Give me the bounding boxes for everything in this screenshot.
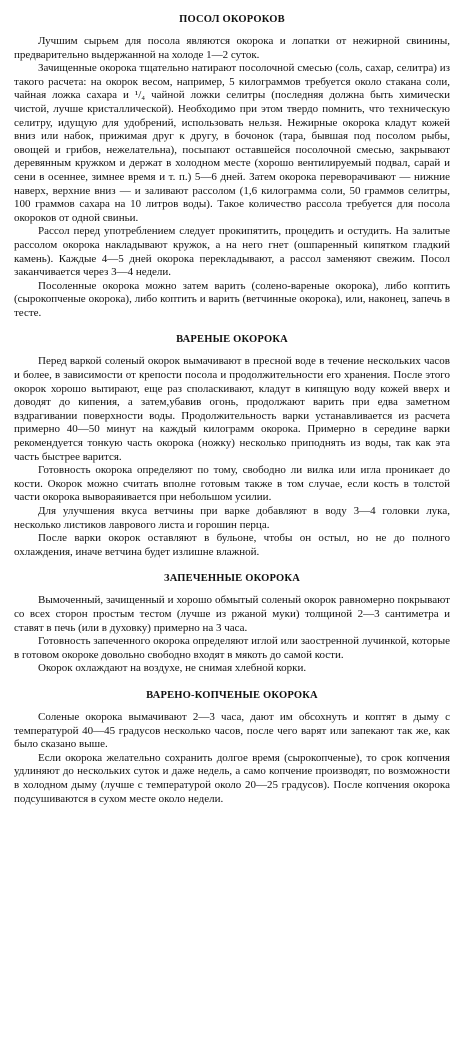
section-title: ВАРЕНЫЕ ОКОРОКА — [176, 334, 288, 346]
paragraph: Соленые окорока вымачивают 2—3 часа, дают им обсохнуть и коптят в дыму с температурой 40—45 градусов несколько часов, после чего варят или запекают так же, как было сказано выше. — [14, 710, 450, 751]
paragraph: После варки окорок оставляют в бульоне, чтобы он остыл, но не до полного охлаждения, иначе ветчина будет излишне влажной. — [14, 532, 450, 558]
paragraph: Для улучшения вкуса ветчины при варке добавляют в воду 3—4 головки лука, несколько листиков лаврового листа и горошин перца. — [14, 505, 450, 531]
section-title: ВАРЕНО-КОПЧЕНЫЕ ОКОРОКА — [146, 689, 318, 701]
section-title: ЗАПЕЧЕННЫЕ ОКОРОКА — [163, 573, 301, 585]
section-baked-hams — [14, 573, 450, 676]
paragraph: Посоленные окорока можно затем варить (солено-вареные окорока), либо коптить (сырокопченые окорока), либо коптить и варить (ветчинные окорока), или, наконец, запечь в тесте. — [14, 279, 450, 319]
paragraph: Если окорока желательно сохранить долгое время (сырокопченые), то срок копчения удлиняют до нескольких суток и даже недель, а само копчение производят, по возможности в холодном дыму (лучше с температурой около 20—25 градусов). После копчения окорока подсушиваются в сухом месте около недели. — [14, 751, 450, 805]
section-boiled-hams — [14, 334, 450, 559]
paragraph: Перед варкой соленый окорок вымачивают в пресной воде в течение нескольких часов и более, в зависимости от крепости посола и продолжительности его хранения. После этого окорок хорошо вытирают, еще раз споласкивают, кладут в кипящую воду кожей вверх и доводят до кипения, а затем,убавив огонь, продолжают варить при едва заметном вздрагивании поверхности воды. Продолжительность варки устанавливается из расчета примерно 40—50 минут на каждый килограмм окорока. Примерно в середине варки рекомендуется тонкую часть окорока (ножку) несколько приподнять из воды, так как эта часть быстрее варится. — [14, 355, 450, 463]
section-boiled-smoked-hams — [14, 690, 450, 806]
paragraph: Готовность окорока определяют по тому, свободно ли вилка или игла проникает до кости. Окорок можно считать вполне готовым также в том случае, если кость в толстой части окорока вывораяивается при небольшом усилии. — [14, 464, 450, 504]
paragraph: Вымоченный, зачищенный и хорошо обмытый соленый окорок равномерно покрывают со всех сторон простым тестом (лучше из ржаной муки) толщиной 2—3 сантиметра и ставят в печь (или в духовку) примерно на 3 часа. — [14, 594, 450, 634]
paragraph: Зачищенные окорока тщательно натирают посолочной смесью (соль, сахар, селитра) из такого расчета: на окорок весом, например, 5 килограммов требуется около стакана соли, чайная ложка сахара и ¹/₄ чайной ложки селитры (последняя должна быть химически чистой, лучше кристаллической). Необходимо при этом твердо помнить, что техническую селитру, идущую для удобрений, использовать нельзя. Нежирные окорока кладут кожей вниз или набок, прижимая друг к другу, в бочонок (тара, бывшая под посолом рыбы, овощей и грибов, нежелательна), посыпают оставшейся посолочной смесью, закрывают деревянным кружком и держат в холодном месте (хорошо вентилируемый подвал, сарай и сени в осеннее, зимнее время и т. п.) 5—6 дней. Затем окорока переворачивают — нижние наверх, верхние вниз — и заливают рассолом (1,6 килограмма соли, 50 граммов селитры, 100 граммов сахара на 10 литров воды). Такое количество рассола требуется для посола окороков от одной свиньи. — [14, 62, 450, 224]
section-curing-hams — [14, 14, 450, 320]
paragraph: Рассол перед употреблением следует прокипятить, процедить и остудить. На залитые рассолом окорока накладывают кружок, а на него гнет (ошпаренный кипятком гладкий камень). Каждые 4—5 дней окорока перекладывают, а рассол заменяют свежим. Посол заканчивается через 3—4 недели. — [14, 225, 450, 279]
paragraph: Готовность запеченного окорока определяют иглой или заостренной лучинкой, которые в готовом окороке довольно свободно входят в мякоть до самой кости. — [14, 635, 450, 661]
paragraph: Лучшим сырьем для посола являются окорока и лопатки от нежирной свинины, предварительно выдержанной на холоде 1—2 суток. — [14, 35, 450, 61]
paragraph: Окорок охлаждают на воздухе, не снимая хлебной корки. — [38, 662, 307, 675]
section-title: ПОСОЛ ОКОРОКОВ — [179, 14, 285, 25]
